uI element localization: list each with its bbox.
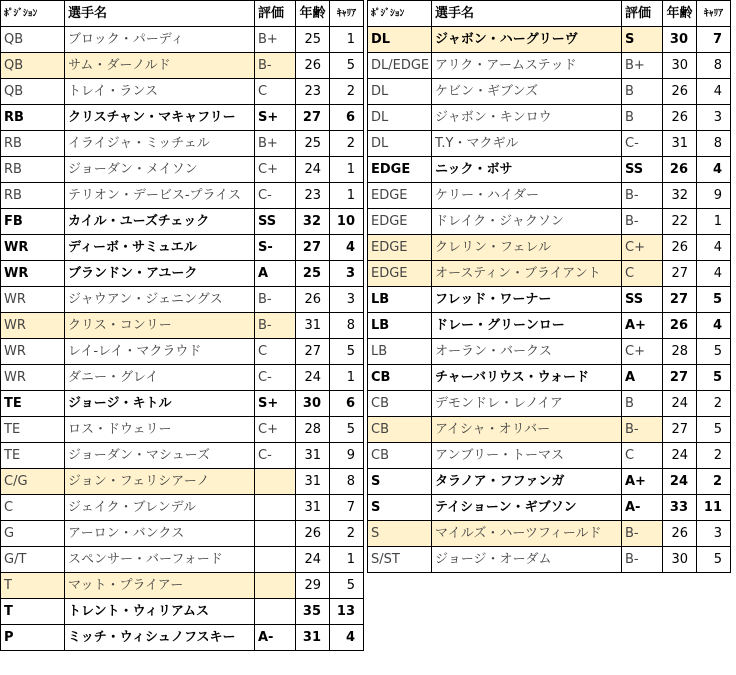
player-name-cell: サム・ダーノルド [65, 53, 255, 79]
header-row [368, 1, 731, 27]
position-cell: TE [1, 443, 65, 469]
career-cell: 8 [697, 131, 731, 157]
position-cell: T [1, 599, 65, 625]
table-row [1, 27, 364, 53]
rating-cell [255, 495, 296, 521]
position-cell: EDGE [368, 235, 432, 261]
position-cell: EDGE [368, 261, 432, 287]
player-name-cell: ジョージ・キトル [65, 391, 255, 417]
table-row [1, 469, 364, 495]
table-row [1, 443, 364, 469]
career-cell: 2 [697, 391, 731, 417]
age-cell: 24 [663, 391, 697, 417]
career-cell: 7 [697, 27, 731, 53]
player-name-cell: ジャボン・ハーグリーヴ [432, 27, 622, 53]
age-cell: 26 [296, 53, 330, 79]
position-cell: DL [368, 27, 432, 53]
rating-cell: B- [255, 287, 296, 313]
position-cell: C/G [1, 469, 65, 495]
player-name-cell: ミッチ・ウィシュノフスキー [65, 625, 255, 651]
position-cell: WR [1, 365, 65, 391]
age-cell: 31 [296, 495, 330, 521]
age-cell: 31 [296, 625, 330, 651]
rating-cell: B+ [622, 53, 663, 79]
age-cell: 30 [296, 391, 330, 417]
table-row [1, 547, 364, 573]
rating-cell: B+ [255, 27, 296, 53]
career-cell: 1 [330, 365, 364, 391]
table-row [368, 157, 731, 183]
career-cell: 5 [330, 53, 364, 79]
table-row [368, 79, 731, 105]
player-name-cell: ドレイク・ジャクソン [432, 209, 622, 235]
career-cell: 1 [330, 157, 364, 183]
table-row [1, 235, 364, 261]
position-cell: DL [368, 105, 432, 131]
career-cell: 3 [330, 261, 364, 287]
position-cell: G/T [1, 547, 65, 573]
position-cell: QB [1, 53, 65, 79]
age-cell: 31 [296, 469, 330, 495]
career-cell: 9 [330, 443, 364, 469]
rating-cell: C+ [255, 417, 296, 443]
header-age: 年齢 [663, 1, 697, 27]
rating-cell: SS [255, 209, 296, 235]
table-row [368, 495, 731, 521]
position-cell: DL/EDGE [368, 53, 432, 79]
position-cell: RB [1, 105, 65, 131]
player-name-cell: スペンサー・バーフォード [65, 547, 255, 573]
player-name-cell: アイシャ・オリバー [432, 417, 622, 443]
rating-cell: B- [622, 209, 663, 235]
age-cell: 24 [296, 157, 330, 183]
age-cell: 27 [663, 365, 697, 391]
career-cell: 8 [697, 53, 731, 79]
position-cell: T [1, 573, 65, 599]
player-name-cell: ブランドン・アユーク [65, 261, 255, 287]
rating-cell: C- [255, 365, 296, 391]
header-career: ｷｬﾘｱ [697, 1, 731, 27]
age-cell: 31 [296, 443, 330, 469]
player-name-cell: ジョージ・オーダム [432, 547, 622, 573]
rating-cell: SS [622, 287, 663, 313]
age-cell: 26 [663, 313, 697, 339]
table-row [1, 391, 364, 417]
position-cell: CB [368, 365, 432, 391]
player-name-cell: クレリン・フェレル [432, 235, 622, 261]
table-row [1, 183, 364, 209]
rating-cell: B- [255, 313, 296, 339]
age-cell: 35 [296, 599, 330, 625]
age-cell: 26 [663, 157, 697, 183]
rating-cell: C [255, 339, 296, 365]
player-name-cell: ダニー・グレイ [65, 365, 255, 391]
career-cell: 2 [330, 131, 364, 157]
rating-cell: C- [255, 183, 296, 209]
header-age: 年齢 [296, 1, 330, 27]
table-row [1, 105, 364, 131]
career-cell: 5 [697, 547, 731, 573]
player-name-cell: T.Y・マクギル [432, 131, 622, 157]
player-name-cell: ジョーダン・マシューズ [65, 443, 255, 469]
career-cell: 6 [330, 105, 364, 131]
rating-cell: S- [255, 235, 296, 261]
career-cell: 4 [330, 625, 364, 651]
rating-cell: A+ [622, 313, 663, 339]
career-cell: 5 [697, 339, 731, 365]
age-cell: 29 [296, 573, 330, 599]
player-name-cell: アンブリー・トーマス [432, 443, 622, 469]
table-row [368, 209, 731, 235]
position-cell: EDGE [368, 157, 432, 183]
header-name: 選手名 [432, 1, 622, 27]
rating-cell: S [622, 27, 663, 53]
age-cell: 26 [663, 105, 697, 131]
table-row [368, 391, 731, 417]
age-cell: 30 [663, 53, 697, 79]
age-cell: 24 [663, 443, 697, 469]
position-cell: G [1, 521, 65, 547]
rating-cell: C [622, 261, 663, 287]
table-row [1, 313, 364, 339]
position-cell: RB [1, 157, 65, 183]
rating-cell: B- [622, 183, 663, 209]
rating-cell: B- [255, 53, 296, 79]
position-cell: LB [368, 339, 432, 365]
table-row [1, 599, 364, 625]
position-cell: WR [1, 339, 65, 365]
table-row [368, 443, 731, 469]
career-cell: 5 [697, 287, 731, 313]
table-row [368, 469, 731, 495]
position-cell: S [368, 495, 432, 521]
table-row [1, 417, 364, 443]
player-name-cell: フレッド・ワーナー [432, 287, 622, 313]
age-cell: 23 [296, 79, 330, 105]
table-row [1, 209, 364, 235]
player-name-cell: ニック・ボサ [432, 157, 622, 183]
age-cell: 22 [663, 209, 697, 235]
player-name-cell: トレイ・ランス [65, 79, 255, 105]
age-cell: 26 [296, 287, 330, 313]
age-cell: 25 [296, 27, 330, 53]
rating-cell: S+ [255, 391, 296, 417]
header-rating: 評価 [255, 1, 296, 27]
position-cell: CB [368, 417, 432, 443]
age-cell: 27 [296, 339, 330, 365]
position-cell: CB [368, 391, 432, 417]
position-cell: EDGE [368, 183, 432, 209]
position-cell: CB [368, 443, 432, 469]
age-cell: 25 [296, 261, 330, 287]
rating-cell: C+ [622, 235, 663, 261]
table-row [1, 131, 364, 157]
career-cell: 8 [330, 313, 364, 339]
player-name-cell: ディーボ・サミュエル [65, 235, 255, 261]
table-row [1, 625, 364, 651]
rating-cell: A [622, 365, 663, 391]
player-name-cell: デモンドレ・レノイア [432, 391, 622, 417]
rating-cell: C [255, 79, 296, 105]
career-cell: 6 [330, 391, 364, 417]
rating-cell: A- [622, 495, 663, 521]
career-cell: 3 [330, 287, 364, 313]
age-cell: 23 [296, 183, 330, 209]
table-row [1, 495, 364, 521]
table-row [1, 339, 364, 365]
player-name-cell: カイル・ユーズチェック [65, 209, 255, 235]
table-row [368, 53, 731, 79]
career-cell: 13 [330, 599, 364, 625]
rating-cell: C- [255, 443, 296, 469]
table-row [368, 313, 731, 339]
player-name-cell: ジョン・フェリシアーノ [65, 469, 255, 495]
rating-cell: B [622, 105, 663, 131]
career-cell: 1 [330, 183, 364, 209]
rating-cell: A [255, 261, 296, 287]
table-row [1, 157, 364, 183]
age-cell: 27 [296, 105, 330, 131]
player-name-cell: ジャボン・キンロウ [432, 105, 622, 131]
age-cell: 25 [296, 131, 330, 157]
position-cell: S [368, 469, 432, 495]
career-cell: 4 [697, 157, 731, 183]
career-cell: 4 [330, 235, 364, 261]
rating-cell: B- [622, 547, 663, 573]
career-cell: 7 [330, 495, 364, 521]
player-name-cell: チャーバリウス・ウォード [432, 365, 622, 391]
rating-cell [255, 599, 296, 625]
table-row [368, 261, 731, 287]
position-cell: FB [1, 209, 65, 235]
left-roster-table [0, 0, 364, 651]
table-row [1, 261, 364, 287]
player-name-cell: マイルズ・ハーツフィールド [432, 521, 622, 547]
rating-cell: B [622, 391, 663, 417]
player-name-cell: ケリー・ハイダー [432, 183, 622, 209]
player-name-cell: ドレー・グリーンロー [432, 313, 622, 339]
rating-cell [255, 573, 296, 599]
rating-cell [255, 547, 296, 573]
table-row [368, 131, 731, 157]
player-name-cell: クリス・コンリー [65, 313, 255, 339]
age-cell: 27 [296, 235, 330, 261]
position-cell: QB [1, 27, 65, 53]
position-cell: LB [368, 313, 432, 339]
rating-cell: A+ [622, 469, 663, 495]
position-cell: TE [1, 391, 65, 417]
position-cell: QB [1, 79, 65, 105]
header-name: 選手名 [65, 1, 255, 27]
position-cell: S/ST [368, 547, 432, 573]
position-cell: WR [1, 313, 65, 339]
player-name-cell: アリク・アームステッド [432, 53, 622, 79]
table-row [1, 521, 364, 547]
career-cell: 4 [697, 313, 731, 339]
age-cell: 28 [296, 417, 330, 443]
career-cell: 5 [697, 365, 731, 391]
age-cell: 32 [296, 209, 330, 235]
age-cell: 30 [663, 547, 697, 573]
rating-cell: C+ [255, 157, 296, 183]
player-name-cell: ブロック・パーディ [65, 27, 255, 53]
career-cell: 4 [697, 79, 731, 105]
player-name-cell: ロス・ドウェリー [65, 417, 255, 443]
position-cell: TE [1, 417, 65, 443]
age-cell: 27 [663, 261, 697, 287]
career-cell: 5 [330, 417, 364, 443]
career-cell: 1 [330, 547, 364, 573]
career-cell: 2 [330, 521, 364, 547]
table-row [368, 417, 731, 443]
career-cell: 4 [697, 235, 731, 261]
position-cell: WR [1, 287, 65, 313]
career-cell: 5 [330, 339, 364, 365]
table-row [1, 287, 364, 313]
header-position: ﾎﾟｼﾞｼｮﾝ [1, 1, 65, 27]
career-cell: 2 [697, 443, 731, 469]
header-rating: 評価 [622, 1, 663, 27]
rating-cell: SS [622, 157, 663, 183]
player-name-cell: アーロン・バンクス [65, 521, 255, 547]
player-name-cell: イライジャ・ミッチェル [65, 131, 255, 157]
age-cell: 24 [296, 365, 330, 391]
table-row [1, 79, 364, 105]
player-name-cell: ジョーダン・メイソン [65, 157, 255, 183]
rating-cell: C+ [622, 339, 663, 365]
age-cell: 30 [663, 27, 697, 53]
age-cell: 31 [296, 313, 330, 339]
age-cell: 24 [663, 469, 697, 495]
age-cell: 26 [663, 235, 697, 261]
age-cell: 28 [663, 339, 697, 365]
rating-cell: B [622, 79, 663, 105]
table-row [368, 521, 731, 547]
header-career: ｷｬﾘｱ [330, 1, 364, 27]
table-row [368, 365, 731, 391]
table-row [368, 105, 731, 131]
player-name-cell: クリスチャン・マキャフリー [65, 105, 255, 131]
career-cell: 5 [330, 573, 364, 599]
position-cell: DL [368, 79, 432, 105]
table-row [368, 27, 731, 53]
age-cell: 31 [663, 131, 697, 157]
career-cell: 10 [330, 209, 364, 235]
table-row [368, 287, 731, 313]
position-cell: S [368, 521, 432, 547]
rating-cell: A- [255, 625, 296, 651]
table-row [368, 547, 731, 573]
position-cell: RB [1, 183, 65, 209]
career-cell: 2 [697, 469, 731, 495]
career-cell: 2 [330, 79, 364, 105]
player-name-cell: オーラン・バークス [432, 339, 622, 365]
table-row [1, 573, 364, 599]
career-cell: 4 [697, 261, 731, 287]
header-row [1, 1, 364, 27]
career-cell: 1 [697, 209, 731, 235]
rating-cell: C- [622, 131, 663, 157]
player-name-cell: オースティン・ブライアント [432, 261, 622, 287]
player-name-cell: ジェイク・ブレンデル [65, 495, 255, 521]
player-name-cell: トレント・ウィリアムス [65, 599, 255, 625]
position-cell: WR [1, 261, 65, 287]
age-cell: 27 [663, 287, 697, 313]
rating-cell: B- [622, 417, 663, 443]
age-cell: 26 [663, 521, 697, 547]
player-name-cell: テリオン・デービス-プライス [65, 183, 255, 209]
right-roster-table [367, 0, 731, 573]
player-name-cell: レイ-レイ・マクラウド [65, 339, 255, 365]
age-cell: 24 [296, 547, 330, 573]
position-cell: C [1, 495, 65, 521]
rating-cell: C [622, 443, 663, 469]
position-cell: DL [368, 131, 432, 157]
player-name-cell: テイショーン・ギブソン [432, 495, 622, 521]
rating-cell: S+ [255, 105, 296, 131]
career-cell: 11 [697, 495, 731, 521]
player-name-cell: マット・プライアー [65, 573, 255, 599]
table-row [1, 53, 364, 79]
position-cell: WR [1, 235, 65, 261]
position-cell: EDGE [368, 209, 432, 235]
age-cell: 26 [663, 79, 697, 105]
position-cell: RB [1, 131, 65, 157]
rating-cell [255, 521, 296, 547]
career-cell: 8 [330, 469, 364, 495]
position-cell: P [1, 625, 65, 651]
player-name-cell: ジャウアン・ジェニングス [65, 287, 255, 313]
table-row [368, 183, 731, 209]
table-row [368, 339, 731, 365]
age-cell: 27 [663, 417, 697, 443]
career-cell: 3 [697, 105, 731, 131]
career-cell: 3 [697, 521, 731, 547]
header-position: ﾎﾟｼﾞｼｮﾝ [368, 1, 432, 27]
career-cell: 5 [697, 417, 731, 443]
table-row [1, 365, 364, 391]
player-name-cell: ケビン・ギブンズ [432, 79, 622, 105]
player-name-cell: タラノア・フファンガ [432, 469, 622, 495]
rating-cell: B- [622, 521, 663, 547]
age-cell: 33 [663, 495, 697, 521]
career-cell: 9 [697, 183, 731, 209]
table-row [368, 235, 731, 261]
rating-cell [255, 469, 296, 495]
age-cell: 26 [296, 521, 330, 547]
position-cell: LB [368, 287, 432, 313]
rating-cell: B+ [255, 131, 296, 157]
age-cell: 32 [663, 183, 697, 209]
career-cell: 1 [330, 27, 364, 53]
